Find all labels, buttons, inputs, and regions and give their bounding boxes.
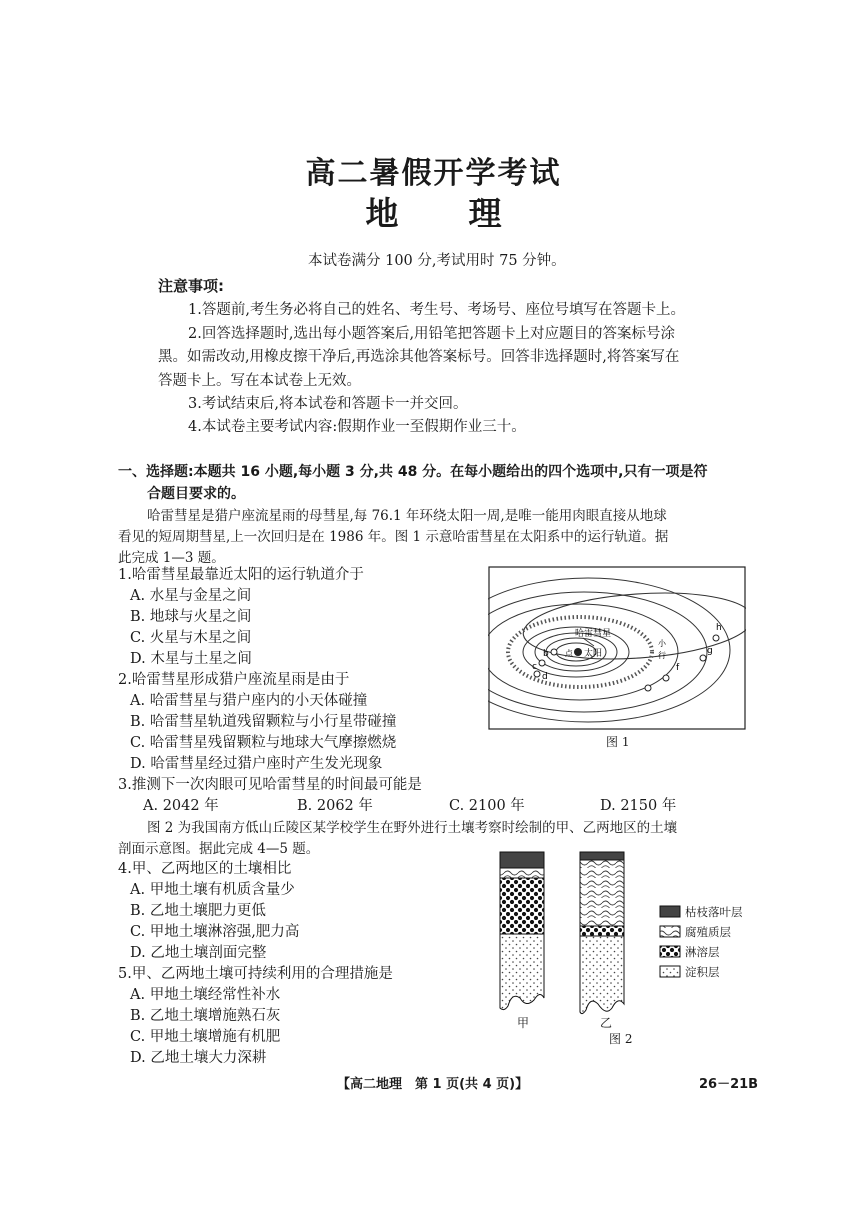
question-4: 4.甲、乙两地区的土壤相比 xyxy=(118,861,292,877)
label-jia: 甲 xyxy=(517,1016,530,1030)
jia-leaching-layer xyxy=(500,878,544,934)
q4-option-a: A. 甲地土壤有机质含量少 xyxy=(130,882,295,898)
figure-1-caption: 图 1 xyxy=(606,735,630,749)
exam-info: 本试卷满分 100 分,考试用时 75 分钟。 xyxy=(308,253,566,269)
legend-swatch-litter xyxy=(660,906,680,917)
passage-1-line-3: 此完成 1—3 题。 xyxy=(118,550,225,566)
q3-option-b: B. 2062 年 xyxy=(297,798,373,814)
q1-option-c: C. 火星与木星之间 xyxy=(130,630,252,646)
sun-icon xyxy=(574,648,582,656)
planet-h xyxy=(713,635,719,641)
legend-label-leaching: 淋溶层 xyxy=(685,945,720,959)
passage-2-line-2: 剖面示意图。据此完成 4—5 题。 xyxy=(118,841,320,857)
page-footer: 【高二地理 第 1 页(共 4 页)】 xyxy=(337,1077,529,1092)
q2-option-d: D. 哈雷彗星经过猎户座时产生发光现象 xyxy=(130,756,383,772)
label-b: b xyxy=(543,649,549,659)
section-heading-line-1: 一、选择题:本题共 16 小题,每小题 3 分,共 48 分。在每小题给出的四个选项中,只有一项是符 xyxy=(118,464,708,480)
subject-title xyxy=(0,188,867,235)
notice-item-2-line-1: 2.回答选择题时,选出每小题答案后,用铅笔把答题卡上对应题目的答案标号涂 xyxy=(188,326,676,342)
label-f: f xyxy=(676,663,680,673)
label-g: g xyxy=(707,646,713,656)
q1-option-d: D. 木星与土星之间 xyxy=(130,651,252,667)
q4-option-d: D. 乙地土壤剖面完整 xyxy=(130,945,267,961)
planet-b xyxy=(551,649,557,655)
yi-leaching-layer xyxy=(580,926,624,936)
notice-item-4: 4.本试卷主要考试内容:假期作业一至假期作业三十。 xyxy=(188,419,526,435)
exam-title: 高二暑假开学考试 xyxy=(305,156,562,191)
label-yi: 乙 xyxy=(600,1016,613,1030)
passage-1-line-1: 哈雷彗星是猎户座流星雨的母彗星,每 76.1 年环绕太阳一周,是唯一能用肉眼直接从地球 xyxy=(147,508,667,524)
yi-humus-layer xyxy=(580,860,624,926)
notice-item-2-line-2: 黑。如需改动,用橡皮擦干净后,再选涂其他答案标号。回答非选择题时,将答案写在 xyxy=(158,349,680,365)
yi-litter-layer xyxy=(580,852,624,860)
notice-heading: 注意事项: xyxy=(158,277,224,295)
q4-option-c: C. 甲地土壤淋溶强,肥力高 xyxy=(130,924,300,940)
yi-deposition-layer xyxy=(580,936,624,1014)
label-h: h xyxy=(716,623,722,633)
jia-humus-layer xyxy=(500,868,544,878)
notice-item-2-line-3: 答题卡上。写在本试卷上无效。 xyxy=(158,373,361,389)
label-d: d xyxy=(542,672,548,682)
q3-option-a: A. 2042 年 xyxy=(143,798,219,814)
planet-g xyxy=(700,655,706,661)
q1-option-a: A. 水星与金星之间 xyxy=(130,588,252,604)
passage-1-line-2: 看见的短周期彗星,上一次回归是在 1986 年。图 1 示意哈雷彗星在太阳系中的运行轨道。据 xyxy=(118,529,669,545)
label-sun: 太阳 xyxy=(584,649,603,659)
question-2: 2.哈雷彗星形成猎户座流星雨是由于 xyxy=(118,672,350,688)
legend-label-humus: 腐殖质层 xyxy=(685,925,731,939)
notice-item-3: 3.考试结束后,将本试卷和答题卡一并交回。 xyxy=(188,396,468,412)
q2-option-b: B. 哈雷彗星轨道残留颗粒与小行星带碰撞 xyxy=(130,714,397,730)
question-5: 5.甲、乙两地土壤可持续利用的合理措施是 xyxy=(118,966,393,982)
exam-code: 26－21B xyxy=(699,1077,759,1092)
passage-2-line-1: 图 2 为我国南方低山丘陵区某学校学生在野外进行土壤考察时绘制的甲、乙两地区的土壤 xyxy=(147,820,678,836)
label-xiao: 小 xyxy=(658,639,666,648)
notice-item-1: 1.答题前,考生务必将自己的姓名、考生号、考场号、座位号填写在答题卡上。 xyxy=(188,302,685,318)
question-1: 1.哈雷彗星最靠近太阳的运行轨道介于 xyxy=(118,567,364,583)
legend-label-litter: 枯枝落叶层 xyxy=(685,905,743,919)
figure-1-orbit-diagram xyxy=(488,566,746,730)
legend-swatch-leaching xyxy=(660,946,680,957)
subject-char-1: 地 xyxy=(365,194,399,233)
q2-option-c: C. 哈雷彗星残留颗粒与地球大气摩擦燃烧 xyxy=(130,735,397,751)
jia-litter-layer xyxy=(500,852,544,868)
label-xing: 行 xyxy=(658,651,666,660)
label-sun-prefix: 点 xyxy=(565,649,573,658)
label-c: c xyxy=(532,662,537,672)
q1-option-b: B. 地球与火星之间 xyxy=(130,609,252,625)
planet-c xyxy=(539,660,545,666)
figure-2-caption: 图 2 xyxy=(609,1032,633,1046)
q2-option-a: A. 哈雷彗星与猎户座内的小天体碰撞 xyxy=(130,693,368,709)
subject-char-2: 理 xyxy=(468,194,502,233)
question-3: 3.推测下一次肉眼可见哈雷彗星的时间最可能是 xyxy=(118,777,422,793)
planet-f xyxy=(663,675,669,681)
planet-e xyxy=(645,685,651,691)
q5-option-b: B. 乙地土壤增施熟石灰 xyxy=(130,1008,281,1024)
label-halley: 哈雷彗星 xyxy=(575,629,612,639)
q5-option-d: D. 乙地土壤大力深耕 xyxy=(130,1050,267,1066)
jia-deposition-layer xyxy=(500,934,544,1010)
q5-option-c: C. 甲地土壤增施有机肥 xyxy=(130,1029,281,1045)
q4-option-b: B. 乙地土壤肥力更低 xyxy=(130,903,266,919)
legend-label-deposition: 淀积层 xyxy=(685,965,720,979)
legend-swatch-deposition xyxy=(660,966,680,977)
q3-option-c: C. 2100 年 xyxy=(449,798,525,814)
legend-swatch-humus xyxy=(660,926,680,937)
q3-option-d: D. 2150 年 xyxy=(600,798,677,814)
section-heading-line-2: 合题目要求的。 xyxy=(147,486,245,502)
q5-option-a: A. 甲地土壤经常性补水 xyxy=(130,987,281,1003)
